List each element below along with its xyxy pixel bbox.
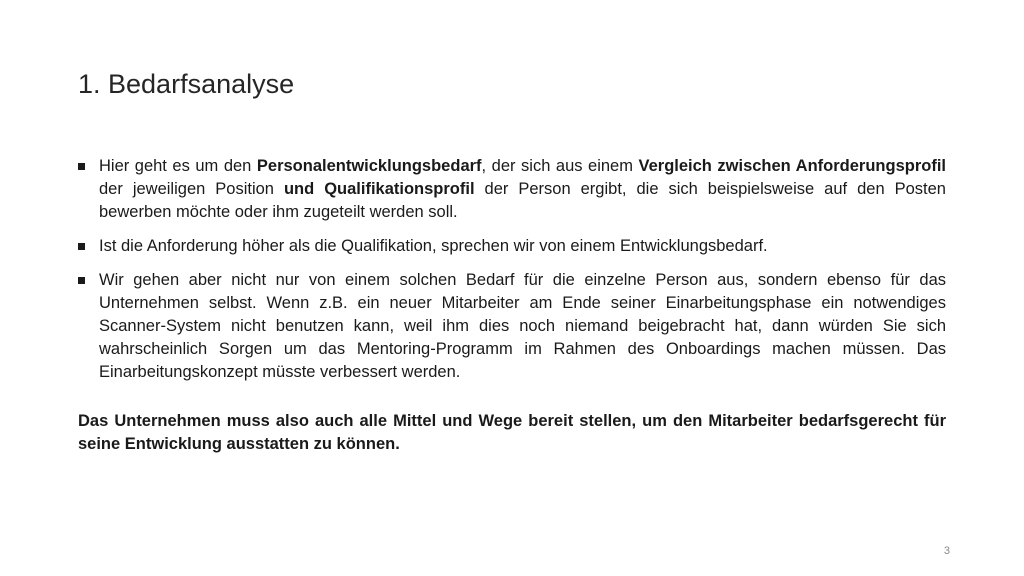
bold-text-run: Personalentwicklungsbedarf [256, 157, 482, 175]
square-bullet-icon [78, 243, 85, 250]
text-run: Hier geht es um den [99, 157, 257, 175]
page-number: 3 [943, 545, 950, 557]
bullet-item [78, 235, 946, 258]
text-run: , der sich aus einem [481, 157, 639, 175]
bullet-text [99, 237, 768, 255]
bold-text-run: und Qualifikationsprofil [283, 180, 475, 198]
bullet-text [99, 157, 946, 221]
bullet-text [99, 271, 946, 381]
bullet-item [78, 155, 946, 224]
text-run: Wir gehen aber nicht nur von einem solchen Bedarf für die einzelne Person aus, sondern ebenso für das Unternehmen selbst. Wenn z.B. ein neuer Mitarbeiter am Ende seiner Einarbeitungsphase ein notwendiges Scanner-System nicht benutzen kann, weil ihm dies noch niemand beigebracht hat, dann würden Sie sich wahrscheinlich Sorgen um das Mentoring-Programm im Rahmen des Onboardings machen müssen. Das Einarbeitungskonzept müsste verbessert werden. [99, 271, 946, 381]
bullet-list [78, 155, 946, 384]
text-run: der jeweiligen Position [99, 180, 284, 198]
slide-title: 1. Bedarfsanalyse [78, 69, 295, 99]
conclusion-paragraph: Das Unternehmen muss also auch alle Mittel und Wege bereit stellen, um den Mitarbeiter bedarfsgerecht für seine Entwicklung ausstatten zu können. [78, 412, 946, 453]
square-bullet-icon [78, 163, 85, 170]
bullet-item [78, 269, 946, 384]
text-run: der Person ergibt, die sich beispielsweise auf den Posten bewerben möchte oder ihm zugeteilt werden soll. [99, 180, 946, 221]
slide-content [78, 155, 946, 456]
bold-text-run: Vergleich zwischen Anforderungsprofil [638, 157, 946, 175]
text-run: Ist die Anforderung höher als die Qualifikation, sprechen wir von einem Entwicklungsbedarf. [99, 237, 768, 255]
square-bullet-icon [78, 277, 85, 284]
